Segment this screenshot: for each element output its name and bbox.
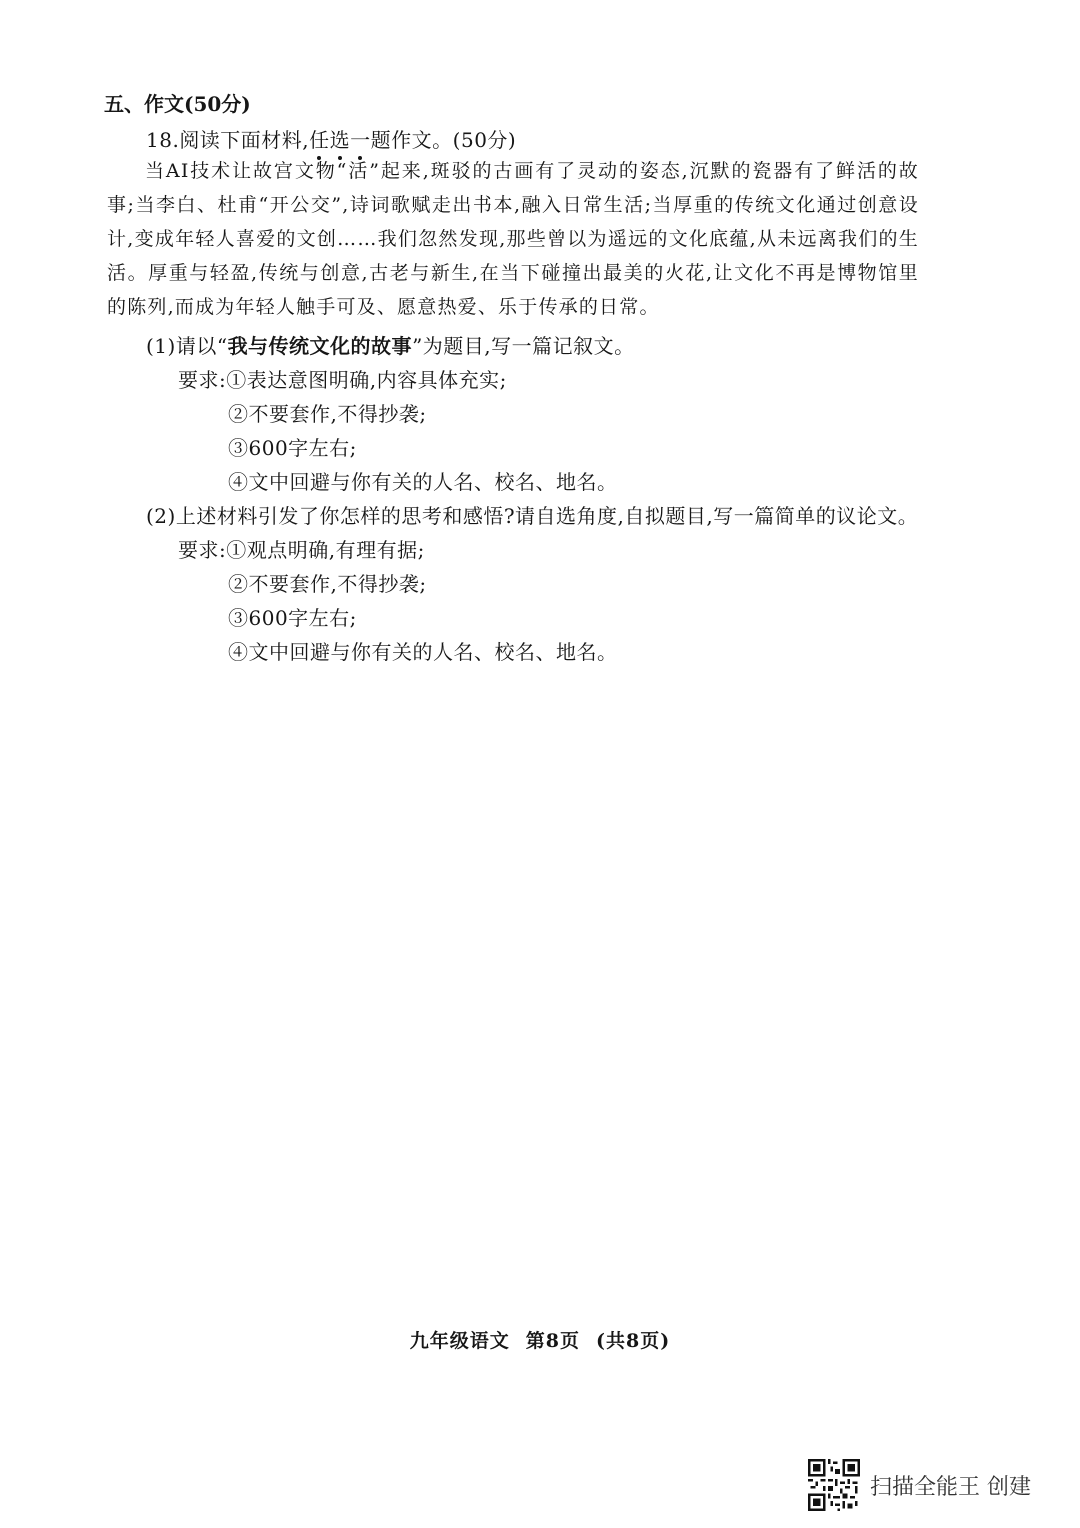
question-18 [146, 124, 516, 153]
requirement-item: ②不要套作,不得抄袭; [228, 402, 427, 426]
requirement-label: 要求: [178, 368, 227, 392]
requirement-line [178, 534, 425, 563]
requirement-item: ①表达意图明确,内容具体充实; [226, 368, 507, 392]
prompt-1-title: 我与传统文化的故事 [227, 334, 413, 358]
question-text-after: 题作文。(50分) [370, 128, 517, 152]
footer-total: (共8页) [596, 1330, 671, 1352]
prompt-2: (2)上述材料引发了你怎样的思考和感悟?请自选角度,自拟题目,写一篇简单的议论文。 [146, 504, 919, 528]
page-footer [0, 1326, 1080, 1353]
requirement-item: ②不要套作,不得抄袭; [228, 572, 427, 596]
section-heading: 五、作文(50分) [104, 92, 251, 116]
scanner-watermark: 扫描全能王 创建 [870, 1475, 1031, 1500]
requirement-label: 要求: [178, 538, 227, 562]
qr-code-icon [808, 1459, 860, 1511]
dotted-char: 选 [330, 124, 351, 153]
dotted-char: 一 [350, 124, 371, 153]
requirement-item: ④文中回避与你有关的人名、校名、地名。 [228, 640, 618, 664]
requirement-line [178, 364, 507, 393]
requirement-item: ③600字左右; [228, 606, 357, 630]
question-number: 18. [146, 128, 180, 152]
footer-subject: 九年级语文 [409, 1330, 510, 1352]
prompt-1-suffix: ”为题目,写一篇记叙文。 [412, 334, 635, 358]
footer-page: 第8页 [525, 1330, 581, 1352]
dotted-char: 任 [309, 124, 330, 153]
material-paragraph: 当AI技术让故宫文物“活”起来,斑驳的古画有了灵动的姿态,沉默的瓷器有了鲜活的故事;当李白、杜甫“开公交”,诗词歌赋走出书本,融入日常生活;当厚重的传统文化通过创意设计,变成年轻人喜爱的文创……我们忽然发现,那些曾以为遥远的文化底蕴,从未远离我们的生活。厚重与轻盈,传统与创意,古老与新生,在当下碰撞出最美的火花,让文化不再是博物馆里的陈列,而成为年轻人触手可及、愿意热爱、乐于传承的日常。 [107, 160, 920, 318]
requirement-item: ④文中回避与你有关的人名、校名、地名。 [228, 470, 618, 494]
requirement-item: ③600字左右; [228, 436, 357, 460]
prompt-1 [146, 330, 635, 359]
prompt-1-prefix: (1)请以“ [146, 334, 228, 358]
requirement-item: ①观点明确,有理有据; [226, 538, 425, 562]
question-text-before: 阅读下面材料, [179, 128, 310, 152]
